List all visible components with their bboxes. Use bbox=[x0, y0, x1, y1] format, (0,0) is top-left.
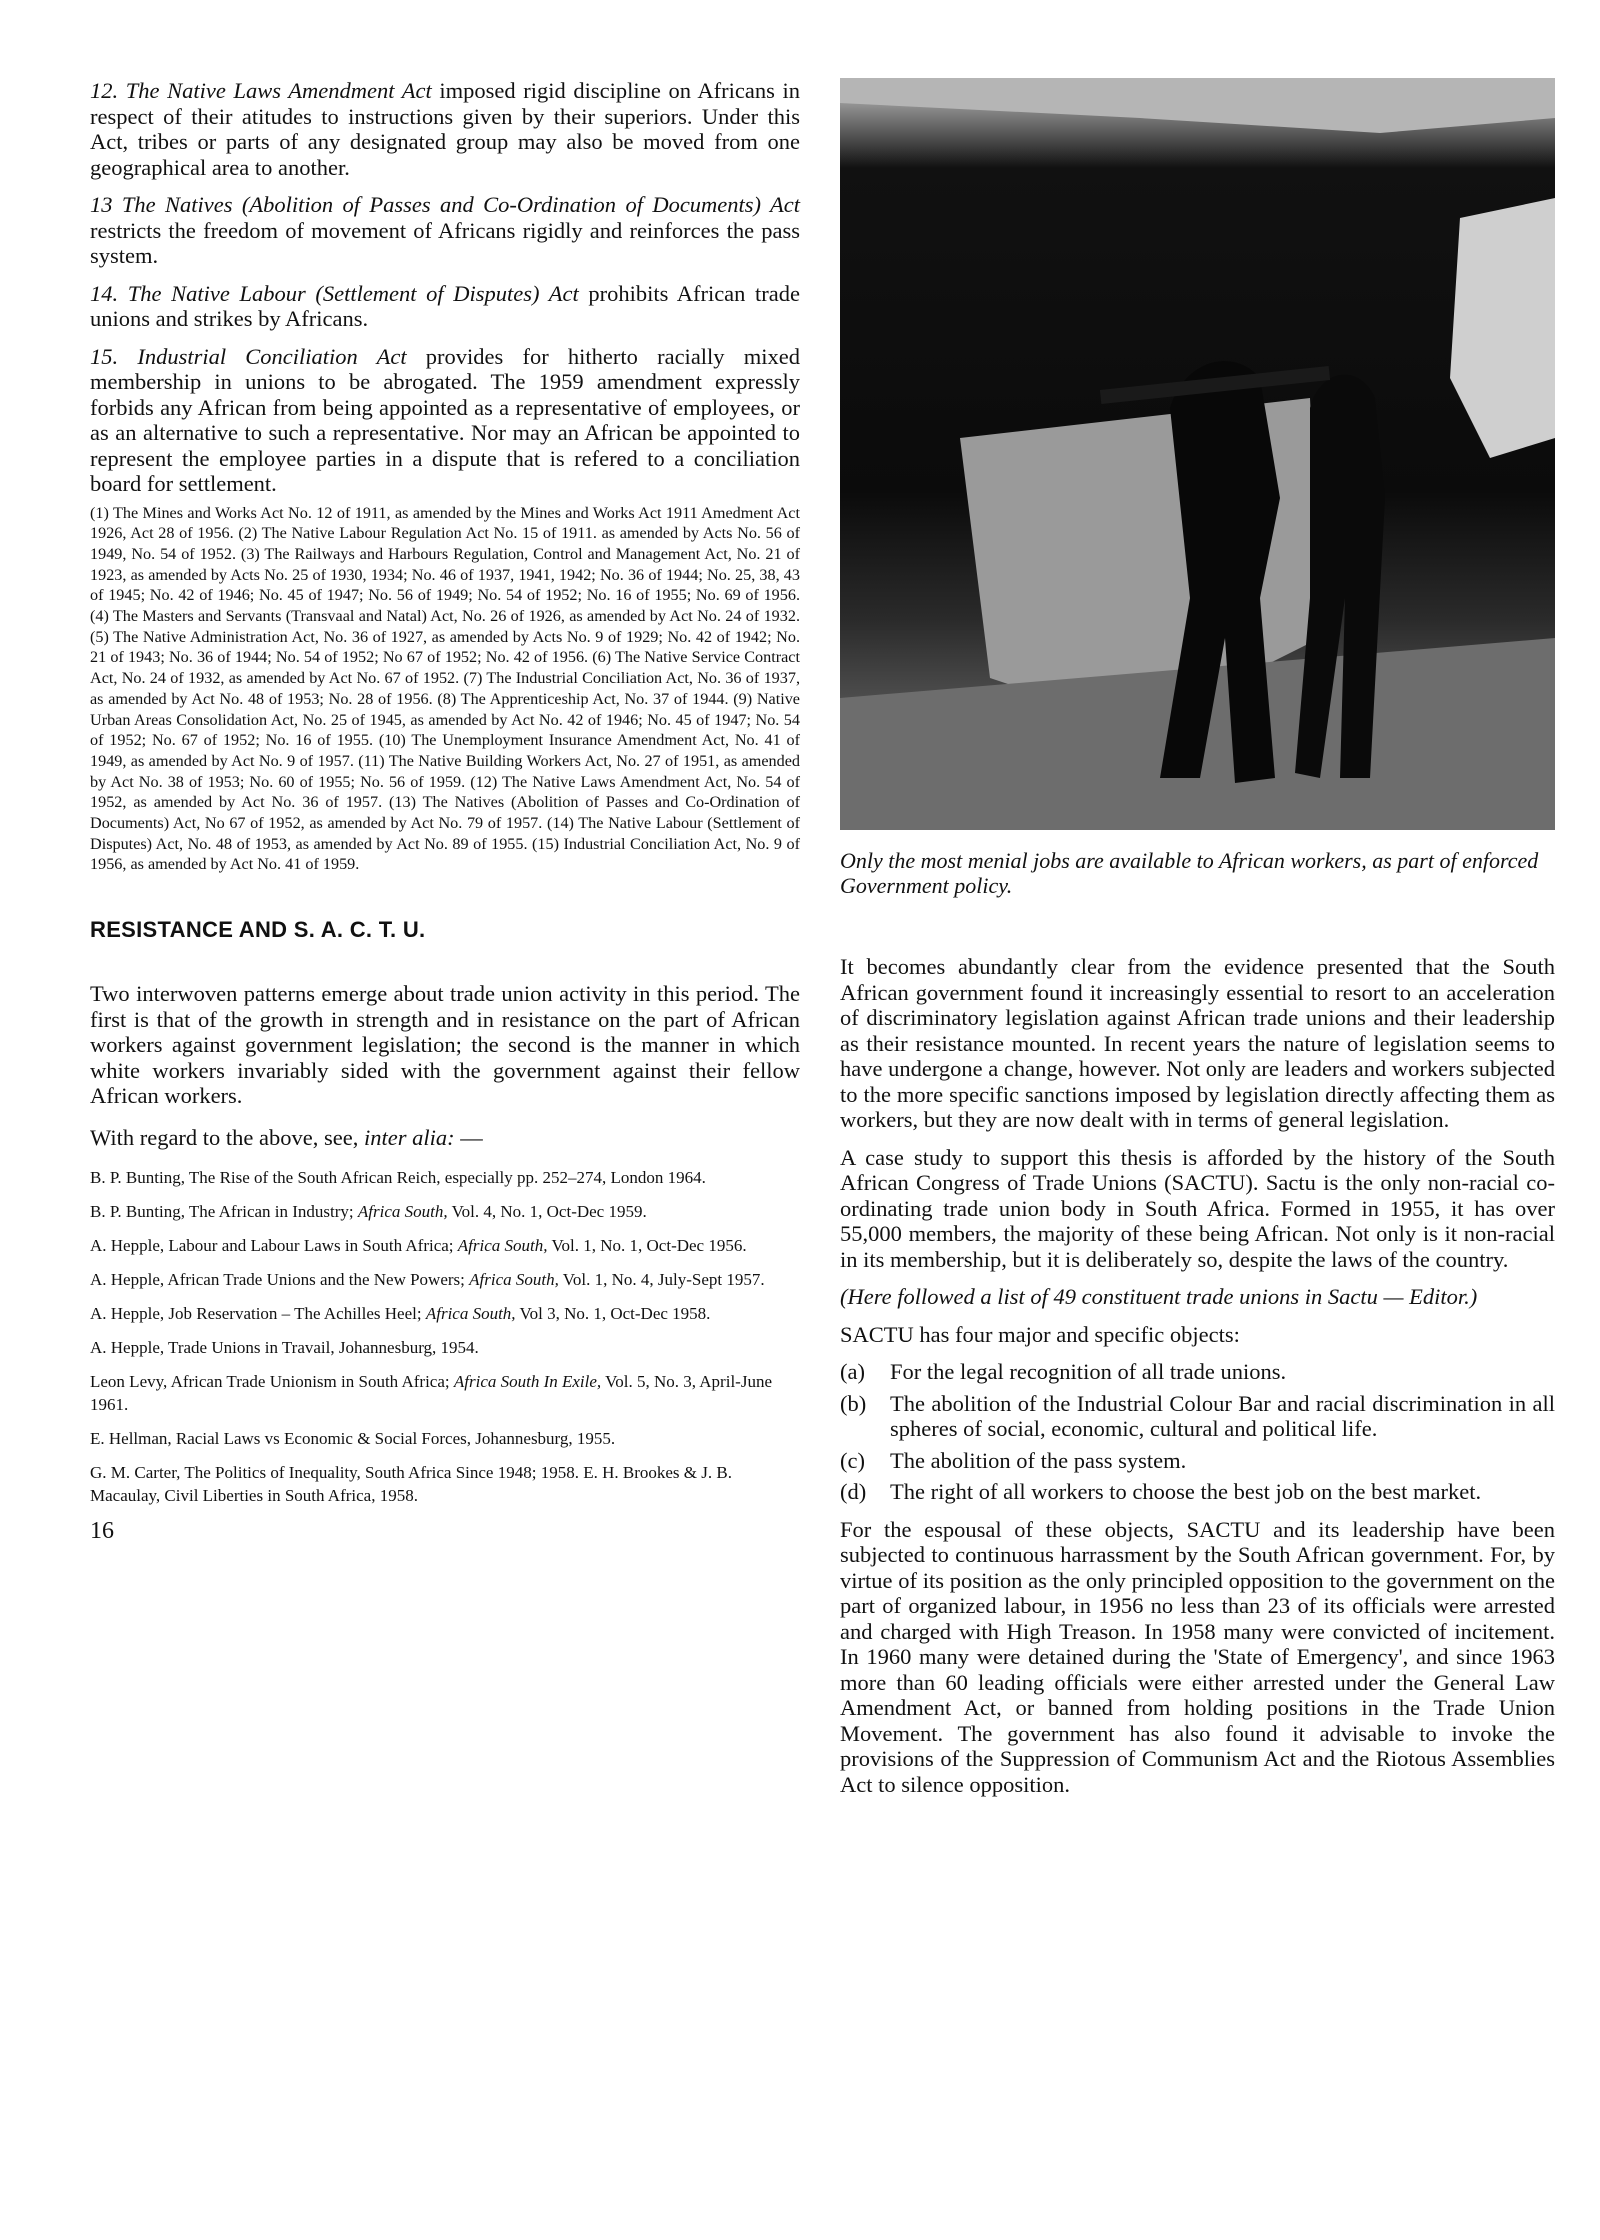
bibliography-entry bbox=[90, 1302, 800, 1325]
act-title: 12. The Native Laws Amendment Act bbox=[90, 78, 432, 103]
bibliography-entry bbox=[90, 1336, 800, 1359]
see-also-italic: inter alia: bbox=[364, 1124, 455, 1150]
workers-photo bbox=[840, 78, 1555, 830]
see-also-line bbox=[90, 1125, 800, 1151]
harassment-paragraph: For the espousal of these objects, SACTU and its leadership have been subjected to continuous harrassment by the South African government. For, by virtue of its position as the only principled opposition to the government on the part of organized labour, in 1956 no less than 23 of its officials were arrested and charged with High Treason. In 1958 many were convicted of incitement. In 1960 many were detained during the 'State of Emergency', and since 1963 more than 60 leading officials were either arrested under the General Law Amendment Act, or banned from holding positions in the Trade Union Movement. The government has also found it advisable to invoke the provisions of the Suppression of Communism Act and the Riotous Assemblies Act to silence opposition. bbox=[840, 1516, 1555, 1797]
list-item bbox=[840, 1448, 1555, 1474]
bibliography-entry bbox=[90, 1268, 800, 1291]
list-marker: (c) bbox=[840, 1447, 865, 1473]
see-also-text: With regard to the above, see, bbox=[90, 1124, 364, 1150]
bib-text: B. P. Bunting, The Rise of the South African Reich, especially pp. 252–274, London 1964. bbox=[90, 1168, 706, 1188]
bibliography-entry bbox=[90, 1461, 800, 1507]
act-paragraph-14 bbox=[90, 281, 800, 332]
list-marker: (b) bbox=[840, 1390, 867, 1416]
list-item bbox=[840, 1359, 1555, 1385]
act-description: prohibits African trade unions and strikes by Africans. bbox=[90, 280, 801, 331]
section-heading: RESISTANCE AND S. A. C. T. U. bbox=[90, 917, 426, 943]
bib-details: Vol 3, No. 1, Oct-Dec 1958. bbox=[515, 1304, 711, 1324]
bib-details: Vol. 4, No. 1, Oct-Dec 1959. bbox=[447, 1202, 647, 1222]
page-number: 16 bbox=[90, 1518, 114, 1545]
act-title: 13 The Natives (Abolition of Passes and Co-Ordination of Documents) Act bbox=[90, 192, 800, 217]
act-paragraph-12 bbox=[90, 78, 800, 180]
bib-text: A. Hepple, Trade Unions in Travail, Johannesburg, 1954. bbox=[90, 1338, 479, 1358]
bib-text: G. M. Carter, The Politics of Inequality, South Africa Since 1948; 1958. E. H. Brookes & J. B. Macaulay, Civil Liberties in South Africa, 1958. bbox=[90, 1463, 732, 1506]
list-marker: (d) bbox=[840, 1479, 867, 1504]
list-item bbox=[840, 1391, 1555, 1442]
photo-silhouettes bbox=[840, 78, 1555, 830]
bib-text: A. Hepple, Job Reservation – The Achilles Heel; bbox=[90, 1304, 426, 1324]
list-text: The right of all workers to choose the best job on the best market. bbox=[890, 1479, 1482, 1504]
bib-text: E. Hellman, Racial Laws vs Economic & Social Forces, Johannesburg, 1955. bbox=[90, 1429, 616, 1449]
bib-journal: Africa South, bbox=[457, 1236, 548, 1256]
bibliography-entry bbox=[90, 1234, 800, 1257]
bib-text: Leon Levy, African Trade Unionism in South Africa; bbox=[90, 1372, 454, 1392]
case-study-paragraph: A case study to support this thesis is afforded by the history of the South African Congress of Trade Unions (SACTU). Sactu is the only non-racial co-ordinating trade union body in South Africa. Formed in 1955, it has over 55,000 members, the majority of these being African. Not only is it non-racial in its membership, but it is deliberately so, despite the laws of the country. bbox=[840, 1144, 1555, 1272]
bibliography-entry bbox=[90, 1370, 800, 1416]
bib-journal: Africa South, bbox=[357, 1202, 448, 1222]
right-column bbox=[840, 78, 1555, 1809]
photo-vehicle bbox=[1450, 198, 1555, 458]
bib-details: Vol. 5, No. 3, April-June 1961. bbox=[90, 1372, 772, 1415]
bibliography bbox=[90, 1166, 800, 1507]
act-description: provides for hitherto racially mixed membership in unions to be abrogated. The 1959 amendment expressly forbids any African from being appointed as a representative of employees, or as an alternative to such a representative. Nor may an African be appointed to represent the employee parties in a dispute that is refered to a conciliation board for settlement. bbox=[90, 343, 800, 496]
act-description: imposed rigid discipline on Africans in respect of their atitudes to instructions given by their superiors. Under this Act, tribes or parts of any designated group may also be moved from one geographical area to another. bbox=[90, 78, 800, 180]
act-list bbox=[90, 78, 800, 497]
see-also-dash: — bbox=[454, 1124, 483, 1150]
bibliography-entry bbox=[90, 1166, 800, 1189]
bib-details: Vol. 1, No. 1, Oct-Dec 1956. bbox=[547, 1236, 747, 1256]
bib-text: A. Hepple, Labour and Labour Laws in South Africa; bbox=[90, 1236, 458, 1256]
act-paragraph-13 bbox=[90, 192, 800, 269]
bib-text: A. Hepple, African Trade Unions and the New Powers; bbox=[90, 1270, 470, 1290]
bib-journal: Africa South In Exile, bbox=[453, 1372, 602, 1392]
left-column bbox=[90, 78, 800, 1545]
photo-caption: Only the most menial jobs are available to African workers, as part of enforced Government policy. bbox=[840, 848, 1539, 898]
evidence-paragraph: It becomes abundantly clear from the evidence presented that the South African government found it increasingly essential to resort to an acceleration of discriminatory legislation against African trade unions and their leadership as their resistance mounted. In recent years the nature of legislation seems to have undergone a change, however. Not only are leaders and workers subjected to the more specific sanctions imposed by legislation directly affecting them as workers, but they are now dealt with in terms of general legislation. bbox=[840, 954, 1555, 1132]
resistance-paragraph: Two interwoven patterns emerge about trade union activity in this period. The first is that of the growth in strength and in resistance on the part of African workers against government legislation; the second is the manner in which white workers invariably sided with the government against their fellow African workers. bbox=[90, 981, 800, 1109]
list-item bbox=[840, 1479, 1555, 1505]
bib-text: B. P. Bunting, The African in Industry; bbox=[90, 1202, 358, 1222]
list-text: The abolition of the Industrial Colour Bar and racial discrimination in all spheres of social, economic, cultural and political life. bbox=[890, 1390, 1555, 1441]
photo-sky bbox=[840, 78, 1555, 133]
footnote-references: (1) The Mines and Works Act No. 12 of 1911, as amended by the Mines and Works Act 1911 Amedment Act 1926, Act 28 of 1956. (2) The Native Labour Regulation Act No. 15 of 1911. as amended by Acts No. 56 of 1949, No. 54 of 1952. (3) The Railways and Harbours Regulation, Control and Management Act, No. 21 of 1923, as amended by Acts No. 25 of 1930, 1934; No. 46 of 1937, 1941, 1942; No. 36 of 1944; No. 25, 38, 43 of 1945; No. 42 of 1946; No. 45 of 1947; No. 56 of 1949; No. 54 of 1952; No. 16 of 1955; No. 69 of 1956. (4) The Masters and Servants (Transvaal and Natal) Act, No. 26 of 1926, as amended by Act No. 24 of 1932. (5) The Native Administration Act, No. 36 of 1927, as amended by Acts No. 9 of 1929; No. 42 of 1942; No. 21 of 1943; No. 36 of 1944; No. 54 of 1952; No 67 of 1952; No. 42 of 1956. (6) The Native Service Contract Act, No. 24 of 1932, as amended by Act No. 67 of 1952. (7) The Industrial Conciliation Act, No. 36 of 1937, as amended by Act No. 48 of 1953; No. 28 of 1956. (8) The Apprenticeship Act, No. 37 of 1944. (9) Native Urban Areas Consolidation Act, No. 25 of 1945, as amended by Act No. 42 of 1946; No. 45 of 1947; No. 54 of 1952; No. 67 of 1952; No. 16 of 1955. (10) The Unemployment Insurance Amendment Act, No. 41 of 1949, as amended by Act No. 9 of 1957. (11) The Native Building Workers Act, No. 27 of 1951, as amended by Act No. 38 of 1953; No. 60 of 1955; No. 56 of 1959. (12) The Native Laws Amendment Act, No. 54 of 1952, as amended by Act No. 36 of 1957. (13) The Natives (Abolition of Passes and Co-Ordination of Documents) Act, No 67 of 1952, as amended by Act No. 79 of 1957. (14) The Native Labour (Settlement of Disputes) Act, No. 48 of 1953, as amended by Act No. 89 of 1955. (15) Industrial Conciliation Act, No. 9 of 1956, as amended by Act No. 41 of 1959. bbox=[90, 503, 800, 874]
objects-list bbox=[840, 1359, 1555, 1505]
list-text: The abolition of the pass system. bbox=[890, 1447, 1187, 1473]
bibliography-entry bbox=[90, 1200, 800, 1223]
list-marker: (a) bbox=[840, 1359, 865, 1384]
act-paragraph-15 bbox=[90, 344, 800, 497]
objects-intro: SACTU has four major and specific objects: bbox=[840, 1321, 1240, 1347]
act-description: restricts the freedom of movement of Africans rigidly and reinforces the pass system. bbox=[90, 217, 800, 268]
editor-note: (Here followed a list of 49 constituent trade unions in Sactu — Editor.) bbox=[840, 1284, 1478, 1309]
bib-journal: Africa South, bbox=[469, 1270, 559, 1290]
list-text: For the legal recognition of all trade unions. bbox=[890, 1359, 1287, 1384]
act-title: 15. Industrial Conciliation Act bbox=[90, 343, 407, 369]
bib-journal: Africa South, bbox=[425, 1304, 516, 1324]
bib-details: Vol. 1, No. 4, July-Sept 1957. bbox=[558, 1270, 765, 1290]
bibliography-entry bbox=[90, 1427, 800, 1450]
act-title: 14. The Native Labour (Settlement of Disputes) Act bbox=[90, 280, 579, 306]
